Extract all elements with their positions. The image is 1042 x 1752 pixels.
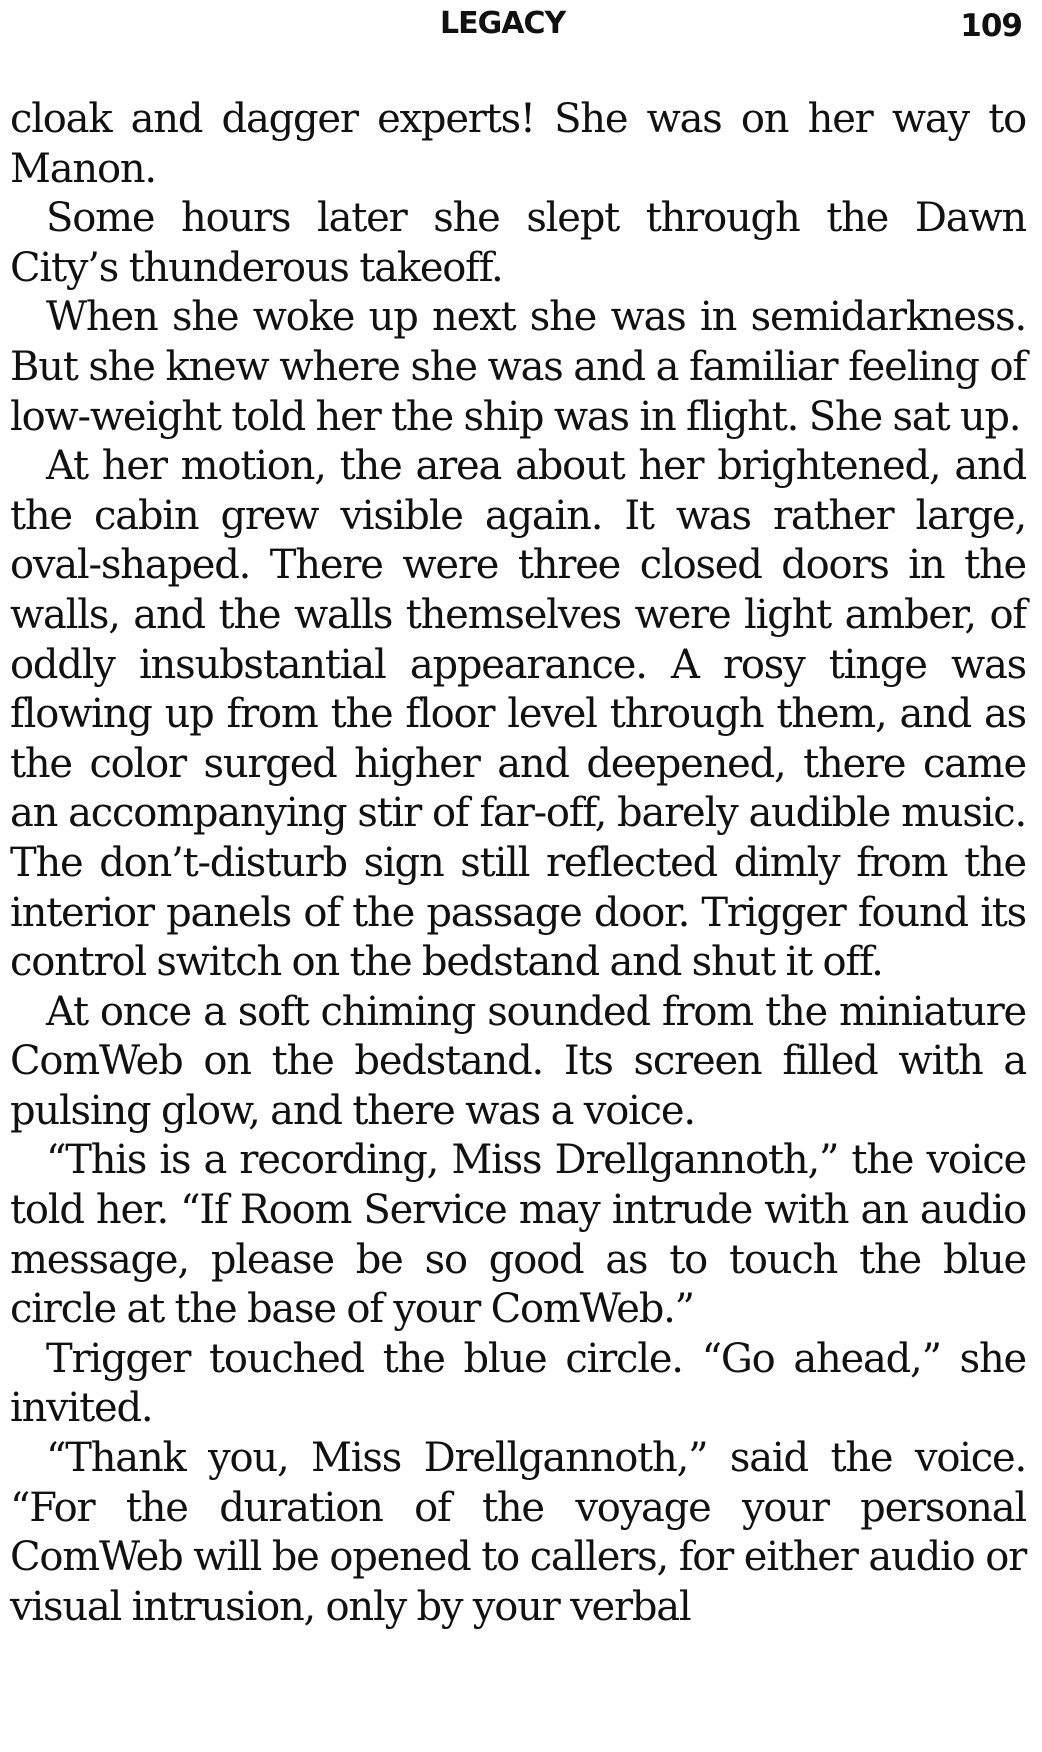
running-title: LEGACY (440, 6, 566, 41)
paragraph: “This is a recording, Miss Drellgannoth,” the voice told her. “If Room Service may intrude with an audio message, please be so good as to touch the blue circle at the base of your ComWeb.” (10, 1137, 1026, 1333)
paragraph: cloak and dagger experts! She was on her way to Manon. (10, 96, 1026, 192)
paragraph: Some hours later she slept through the Dawn City’s thunderous takeoff. (10, 195, 1026, 291)
paragraph: When she woke up next she was in semidarkness. But she knew where she was and a familiar feeling of low-weight told her the ship was in flight. She sat up. (10, 294, 1026, 440)
body-text (10, 95, 1026, 1632)
paragraph: Trigger touched the blue circle. “Go ahead,” she invited. (10, 1335, 1026, 1432)
paragraph: “Thank you, Miss Drellgannoth,” said the voice. “For the duration of the voyage your personal ComWeb will be opened to callers, for either audio or visual intrusion, only by your verbal (10, 1435, 1026, 1630)
paragraph: At once a soft chiming sounded from the miniature ComWeb on the bedstand. Its screen filled with a pulsing glow, and there was a voice. (10, 988, 1026, 1134)
page-number: 109 (960, 8, 1022, 44)
running-head (0, 2, 1030, 46)
paragraph: At her motion, the area about her brightened, and the cabin grew visible again. It was rather large, oval-shaped. There were three closed doors in the walls, and the walls themselves were light amber, of oddly insubstantial appearance. A rosy tinge was flowing up from the floor level through them, and as the color surged higher and deepened, there came an accompanying stir of far-off, barely audible music. The don’t-disturb sign still reflected dimly from the interior panels of the passage door. Trigger found its control switch on the bedstand and shut it off. (10, 443, 1026, 986)
